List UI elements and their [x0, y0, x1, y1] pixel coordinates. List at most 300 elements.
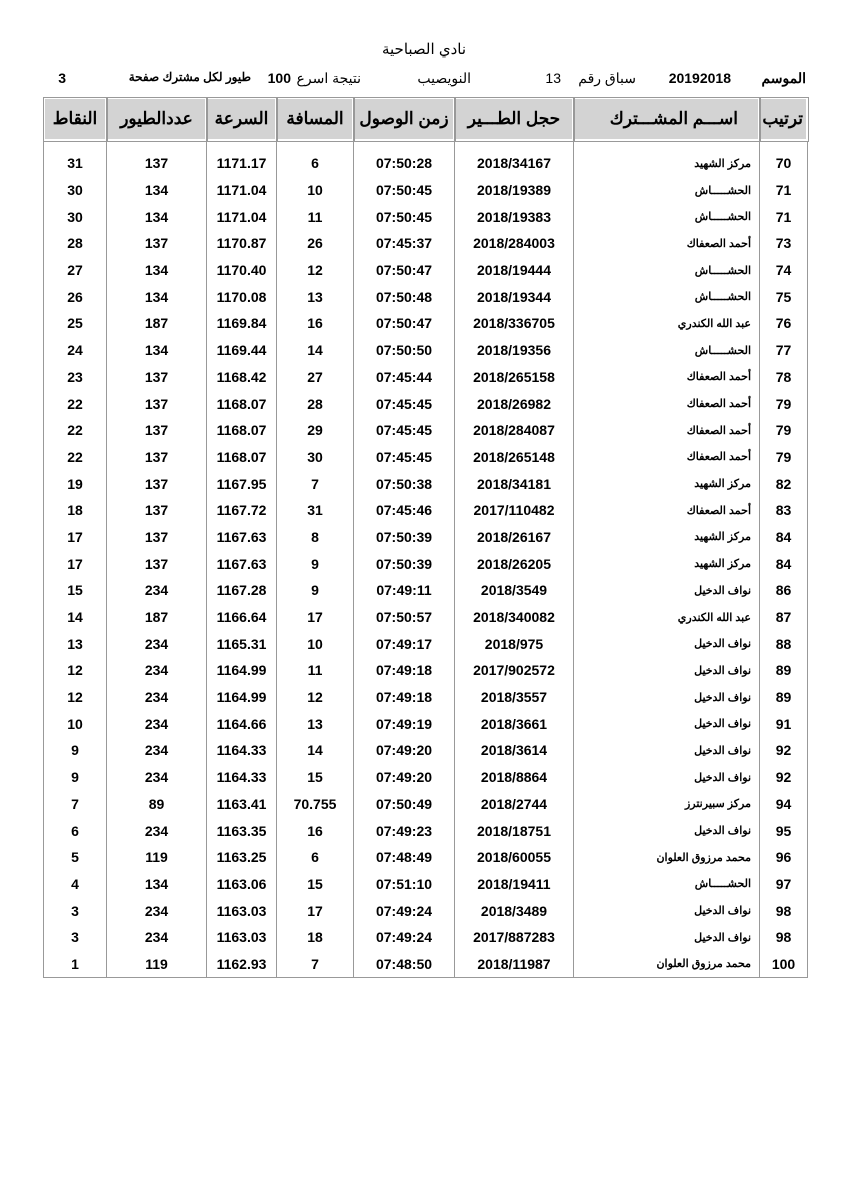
cell-participant: الحشـــــاش	[574, 203, 760, 230]
cell-points: 9	[44, 737, 107, 764]
cell-distance: 12	[277, 257, 354, 284]
result-label: نتيجة اسرع	[296, 70, 361, 86]
cell-ring: 2018/8864	[455, 764, 574, 791]
cell-points: 25	[44, 310, 107, 337]
cell-points: 5	[44, 844, 107, 871]
cell-speed: 1164.33	[207, 737, 277, 764]
cell-points: 17	[44, 524, 107, 551]
cell-distance: 8	[277, 524, 354, 551]
cell-speed: 1169.44	[207, 337, 277, 364]
cell-rank: 89	[760, 657, 808, 684]
cell-points: 19	[44, 470, 107, 497]
header-speed: السرعة	[207, 98, 277, 141]
cell-rank: 74	[760, 257, 808, 284]
cell-arrival: 07:49:24	[354, 897, 455, 924]
cell-ring: 2018/3557	[455, 684, 574, 711]
cell-ring: 2017/110482	[455, 497, 574, 524]
cell-birds: 234	[107, 737, 207, 764]
location: النويصيب	[417, 70, 471, 86]
cell-rank: 84	[760, 524, 808, 551]
cell-distance: 30	[277, 444, 354, 471]
cell-ring: 2018/3661	[455, 710, 574, 737]
cell-speed: 1167.28	[207, 577, 277, 604]
cell-participant: أحمد الصعفاك	[574, 230, 760, 257]
header-distance: المسافة	[277, 98, 354, 141]
cell-ring: 2018/284003	[455, 230, 574, 257]
cell-birds: 137	[107, 141, 207, 177]
cell-distance: 14	[277, 737, 354, 764]
cell-distance: 15	[277, 871, 354, 898]
header-ring: حجل الطـــير	[455, 98, 574, 141]
cell-arrival: 07:50:50	[354, 337, 455, 364]
cell-ring: 2018/284087	[455, 417, 574, 444]
cell-speed: 1170.87	[207, 230, 277, 257]
cell-birds: 134	[107, 283, 207, 310]
cell-speed: 1162.93	[207, 951, 277, 978]
cell-birds: 234	[107, 684, 207, 711]
cell-distance: 11	[277, 203, 354, 230]
cell-arrival: 07:49:18	[354, 684, 455, 711]
cell-rank: 88	[760, 630, 808, 657]
cell-participant: مركز الشهيد	[574, 524, 760, 551]
page-number: 3	[58, 70, 66, 86]
cell-distance: 6	[277, 141, 354, 177]
cell-birds: 134	[107, 337, 207, 364]
cell-rank: 78	[760, 364, 808, 391]
cell-points: 18	[44, 497, 107, 524]
cell-rank: 75	[760, 283, 808, 310]
cell-speed: 1166.64	[207, 604, 277, 631]
table-row	[44, 924, 808, 951]
cell-distance: 17	[277, 604, 354, 631]
cell-speed: 1169.84	[207, 310, 277, 337]
cell-rank: 79	[760, 417, 808, 444]
cell-participant: مركز الشهيد	[574, 550, 760, 577]
header-arrival: زمن الوصول	[354, 98, 455, 141]
cell-arrival: 07:50:48	[354, 283, 455, 310]
cell-arrival: 07:49:18	[354, 657, 455, 684]
cell-rank: 91	[760, 710, 808, 737]
table-row	[44, 417, 808, 444]
cell-birds: 119	[107, 844, 207, 871]
cell-birds: 234	[107, 630, 207, 657]
table-row	[44, 337, 808, 364]
cell-participant: أحمد الصعفاك	[574, 417, 760, 444]
cell-ring: 2018/26205	[455, 550, 574, 577]
table-row	[44, 684, 808, 711]
cell-arrival: 07:45:37	[354, 230, 455, 257]
table-row	[44, 577, 808, 604]
cell-rank: 79	[760, 444, 808, 471]
cell-birds: 119	[107, 951, 207, 978]
cell-arrival: 07:50:57	[354, 604, 455, 631]
cell-distance: 16	[277, 817, 354, 844]
cell-speed: 1163.03	[207, 924, 277, 951]
cell-ring: 2018/340082	[455, 604, 574, 631]
header-points: النقاط	[44, 98, 107, 141]
cell-rank: 96	[760, 844, 808, 871]
cell-birds: 187	[107, 604, 207, 631]
cell-distance: 16	[277, 310, 354, 337]
cell-rank: 87	[760, 604, 808, 631]
cell-points: 6	[44, 817, 107, 844]
cell-participant: نواف الدخيل	[574, 657, 760, 684]
table-row	[44, 524, 808, 551]
cell-arrival: 07:45:45	[354, 390, 455, 417]
cell-rank: 77	[760, 337, 808, 364]
cell-arrival: 07:50:28	[354, 141, 455, 177]
cell-distance: 18	[277, 924, 354, 951]
cell-participant: عبد الله الكندري	[574, 310, 760, 337]
cell-arrival: 07:50:47	[354, 310, 455, 337]
table-row	[44, 141, 808, 177]
cell-participant: محمد مرزوق العلوان	[574, 951, 760, 978]
cell-rank: 79	[760, 390, 808, 417]
cell-arrival: 07:51:10	[354, 871, 455, 898]
cell-participant: الحشـــــاش	[574, 177, 760, 204]
cell-ring: 2018/2744	[455, 791, 574, 818]
table-row	[44, 364, 808, 391]
cell-distance: 27	[277, 364, 354, 391]
cell-ring: 2018/26167	[455, 524, 574, 551]
cell-rank: 73	[760, 230, 808, 257]
cell-rank: 89	[760, 684, 808, 711]
header-rank: ترتيب	[760, 98, 808, 141]
cell-distance: 31	[277, 497, 354, 524]
cell-points: 17	[44, 550, 107, 577]
table-row	[44, 470, 808, 497]
cell-ring: 2018/60055	[455, 844, 574, 871]
cell-participant: أحمد الصعفاك	[574, 444, 760, 471]
cell-rank: 86	[760, 577, 808, 604]
cell-rank: 71	[760, 203, 808, 230]
cell-arrival: 07:49:20	[354, 764, 455, 791]
cell-rank: 83	[760, 497, 808, 524]
cell-points: 12	[44, 657, 107, 684]
cell-distance: 11	[277, 657, 354, 684]
table-row	[44, 630, 808, 657]
cell-participant: نواف الدخيل	[574, 817, 760, 844]
cell-rank: 76	[760, 310, 808, 337]
cell-birds: 137	[107, 524, 207, 551]
cell-rank: 97	[760, 871, 808, 898]
cell-participant: الحشـــــاش	[574, 257, 760, 284]
table-row	[44, 604, 808, 631]
cell-ring: 2018/3549	[455, 577, 574, 604]
cell-points: 28	[44, 230, 107, 257]
race-info	[50, 70, 806, 90]
cell-birds: 89	[107, 791, 207, 818]
cell-points: 24	[44, 337, 107, 364]
cell-arrival: 07:49:17	[354, 630, 455, 657]
cell-speed: 1167.63	[207, 524, 277, 551]
cell-speed: 1163.41	[207, 791, 277, 818]
cell-ring: 2018/3489	[455, 897, 574, 924]
cell-rank: 82	[760, 470, 808, 497]
cell-points: 3	[44, 924, 107, 951]
cell-rank: 92	[760, 764, 808, 791]
cell-birds: 137	[107, 390, 207, 417]
cell-rank: 71	[760, 177, 808, 204]
cell-rank: 70	[760, 141, 808, 177]
cell-participant: الحشـــــاش	[574, 283, 760, 310]
cell-ring: 2018/3614	[455, 737, 574, 764]
cell-birds: 134	[107, 203, 207, 230]
cell-points: 13	[44, 630, 107, 657]
cell-speed: 1168.42	[207, 364, 277, 391]
cell-ring: 2018/19383	[455, 203, 574, 230]
header-participant: اســـم المشـــترك	[574, 98, 760, 141]
table-row	[44, 497, 808, 524]
cell-birds: 234	[107, 710, 207, 737]
cell-rank: 94	[760, 791, 808, 818]
cell-speed: 1164.99	[207, 684, 277, 711]
cell-speed: 1167.72	[207, 497, 277, 524]
cell-distance: 17	[277, 897, 354, 924]
cell-speed: 1170.40	[207, 257, 277, 284]
cell-participant: نواف الدخيل	[574, 737, 760, 764]
cell-arrival: 07:50:47	[354, 257, 455, 284]
cell-birds: 137	[107, 497, 207, 524]
cell-distance: 70.755	[277, 791, 354, 818]
table-row	[44, 444, 808, 471]
cell-birds: 134	[107, 177, 207, 204]
table-row	[44, 764, 808, 791]
cell-ring: 2018/19389	[455, 177, 574, 204]
table-row	[44, 550, 808, 577]
cell-distance: 13	[277, 283, 354, 310]
cell-birds: 234	[107, 577, 207, 604]
table-row	[44, 390, 808, 417]
cell-rank: 95	[760, 817, 808, 844]
cell-participant: مركز الشهيد	[574, 141, 760, 177]
cell-points: 30	[44, 177, 107, 204]
cell-participant: نواف الدخيل	[574, 924, 760, 951]
table-row	[44, 951, 808, 978]
cell-distance: 6	[277, 844, 354, 871]
cell-speed: 1164.33	[207, 764, 277, 791]
cell-rank: 98	[760, 924, 808, 951]
cell-speed: 1171.17	[207, 141, 277, 177]
cell-birds: 187	[107, 310, 207, 337]
cell-speed: 1171.04	[207, 177, 277, 204]
cell-distance: 10	[277, 630, 354, 657]
cell-arrival: 07:49:11	[354, 577, 455, 604]
cell-arrival: 07:45:45	[354, 444, 455, 471]
cell-speed: 1171.04	[207, 203, 277, 230]
cell-arrival: 07:50:38	[354, 470, 455, 497]
cell-birds: 234	[107, 924, 207, 951]
cell-ring: 2018/975	[455, 630, 574, 657]
cell-birds: 137	[107, 444, 207, 471]
cell-arrival: 07:49:24	[354, 924, 455, 951]
cell-arrival: 07:50:45	[354, 177, 455, 204]
cell-participant: محمد مرزوق العلوان	[574, 844, 760, 871]
cell-ring: 2018/34167	[455, 141, 574, 177]
header-row	[44, 98, 808, 141]
cell-ring: 2018/34181	[455, 470, 574, 497]
cell-speed: 1163.06	[207, 871, 277, 898]
cell-ring: 2018/265158	[455, 364, 574, 391]
per-label: طيور لكل مشترك صفحة	[128, 70, 251, 84]
cell-points: 3	[44, 897, 107, 924]
cell-participant: أحمد الصعفاك	[574, 390, 760, 417]
cell-arrival: 07:45:44	[354, 364, 455, 391]
results-table	[42, 96, 809, 978]
cell-birds: 137	[107, 417, 207, 444]
table-row	[44, 897, 808, 924]
cell-participant: نواف الدخيل	[574, 630, 760, 657]
cell-ring: 2018/26982	[455, 390, 574, 417]
cell-points: 4	[44, 871, 107, 898]
table-row	[44, 844, 808, 871]
cell-participant: مركز الشهيد	[574, 470, 760, 497]
cell-arrival: 07:49:20	[354, 737, 455, 764]
cell-speed: 1170.08	[207, 283, 277, 310]
table-row	[44, 283, 808, 310]
club-title: نادي الصباحية	[381, 41, 467, 58]
cell-points: 14	[44, 604, 107, 631]
season-value: 20192018	[668, 70, 731, 86]
cell-distance: 13	[277, 710, 354, 737]
cell-arrival: 07:45:45	[354, 417, 455, 444]
table-row	[44, 230, 808, 257]
cell-arrival: 07:50:49	[354, 791, 455, 818]
cell-speed: 1163.35	[207, 817, 277, 844]
cell-points: 7	[44, 791, 107, 818]
table-row	[44, 817, 808, 844]
cell-distance: 28	[277, 390, 354, 417]
table-row	[44, 737, 808, 764]
cell-distance: 26	[277, 230, 354, 257]
cell-birds: 134	[107, 257, 207, 284]
cell-points: 22	[44, 417, 107, 444]
cell-ring: 2018/336705	[455, 310, 574, 337]
cell-birds: 234	[107, 764, 207, 791]
cell-distance: 9	[277, 550, 354, 577]
cell-arrival: 07:50:39	[354, 524, 455, 551]
cell-participant: الحشـــــاش	[574, 337, 760, 364]
cell-participant: أحمد الصعفاك	[574, 364, 760, 391]
cell-points: 27	[44, 257, 107, 284]
cell-distance: 9	[277, 577, 354, 604]
table-row	[44, 310, 808, 337]
table-row	[44, 657, 808, 684]
season-label: الموسم	[761, 70, 806, 86]
cell-distance: 15	[277, 764, 354, 791]
cell-ring: 2018/19344	[455, 283, 574, 310]
cell-points: 26	[44, 283, 107, 310]
cell-arrival: 07:50:45	[354, 203, 455, 230]
cell-ring: 2018/19356	[455, 337, 574, 364]
cell-birds: 137	[107, 364, 207, 391]
cell-points: 30	[44, 203, 107, 230]
cell-arrival: 07:48:49	[354, 844, 455, 871]
cell-birds: 234	[107, 657, 207, 684]
cell-distance: 7	[277, 470, 354, 497]
cell-arrival: 07:45:46	[354, 497, 455, 524]
table-row	[44, 710, 808, 737]
cell-birds: 137	[107, 230, 207, 257]
cell-speed: 1164.66	[207, 710, 277, 737]
cell-participant: نواف الدخيل	[574, 710, 760, 737]
cell-points: 22	[44, 444, 107, 471]
table-row	[44, 203, 808, 230]
cell-distance: 10	[277, 177, 354, 204]
race-label: سباق رقم	[578, 70, 636, 86]
cell-points: 31	[44, 141, 107, 177]
cell-speed: 1165.31	[207, 630, 277, 657]
cell-distance: 14	[277, 337, 354, 364]
cell-speed: 1163.03	[207, 897, 277, 924]
cell-ring: 2018/19444	[455, 257, 574, 284]
cell-points: 23	[44, 364, 107, 391]
cell-distance: 29	[277, 417, 354, 444]
table-row	[44, 871, 808, 898]
table-row	[44, 791, 808, 818]
header-birds: عددالطيور	[107, 98, 207, 141]
cell-arrival: 07:49:19	[354, 710, 455, 737]
cell-speed: 1168.07	[207, 390, 277, 417]
cell-distance: 12	[277, 684, 354, 711]
cell-ring: 2018/265148	[455, 444, 574, 471]
cell-speed: 1164.99	[207, 657, 277, 684]
cell-participant: نواف الدخيل	[574, 764, 760, 791]
cell-points: 9	[44, 764, 107, 791]
cell-points: 15	[44, 577, 107, 604]
cell-speed: 1167.63	[207, 550, 277, 577]
cell-participant: نواف الدخيل	[574, 684, 760, 711]
cell-participant: مركز سبيرنترز	[574, 791, 760, 818]
cell-participant: عبد الله الكندري	[574, 604, 760, 631]
cell-birds: 137	[107, 550, 207, 577]
cell-ring: 2017/902572	[455, 657, 574, 684]
cell-birds: 137	[107, 470, 207, 497]
count-value: 100	[267, 70, 291, 86]
cell-participant: أحمد الصعفاك	[574, 497, 760, 524]
cell-birds: 234	[107, 897, 207, 924]
cell-arrival: 07:49:23	[354, 817, 455, 844]
cell-birds: 134	[107, 871, 207, 898]
cell-ring: 2018/18751	[455, 817, 574, 844]
cell-rank: 92	[760, 737, 808, 764]
cell-points: 10	[44, 710, 107, 737]
cell-rank: 84	[760, 550, 808, 577]
cell-participant: الحشـــــاش	[574, 871, 760, 898]
table-row	[44, 257, 808, 284]
cell-points: 22	[44, 390, 107, 417]
cell-points: 12	[44, 684, 107, 711]
cell-arrival: 07:48:50	[354, 951, 455, 978]
race-number: 13	[545, 70, 561, 86]
cell-birds: 234	[107, 817, 207, 844]
cell-arrival: 07:50:39	[354, 550, 455, 577]
cell-speed: 1168.07	[207, 417, 277, 444]
table-row	[44, 177, 808, 204]
cell-participant: نواف الدخيل	[574, 577, 760, 604]
cell-ring: 2018/11987	[455, 951, 574, 978]
cell-distance: 7	[277, 951, 354, 978]
cell-participant: نواف الدخيل	[574, 897, 760, 924]
cell-ring: 2018/19411	[455, 871, 574, 898]
cell-speed: 1168.07	[207, 444, 277, 471]
cell-rank: 98	[760, 897, 808, 924]
cell-points: 1	[44, 951, 107, 978]
cell-speed: 1167.95	[207, 470, 277, 497]
cell-ring: 2017/887283	[455, 924, 574, 951]
cell-speed: 1163.25	[207, 844, 277, 871]
cell-rank: 100	[760, 951, 808, 978]
